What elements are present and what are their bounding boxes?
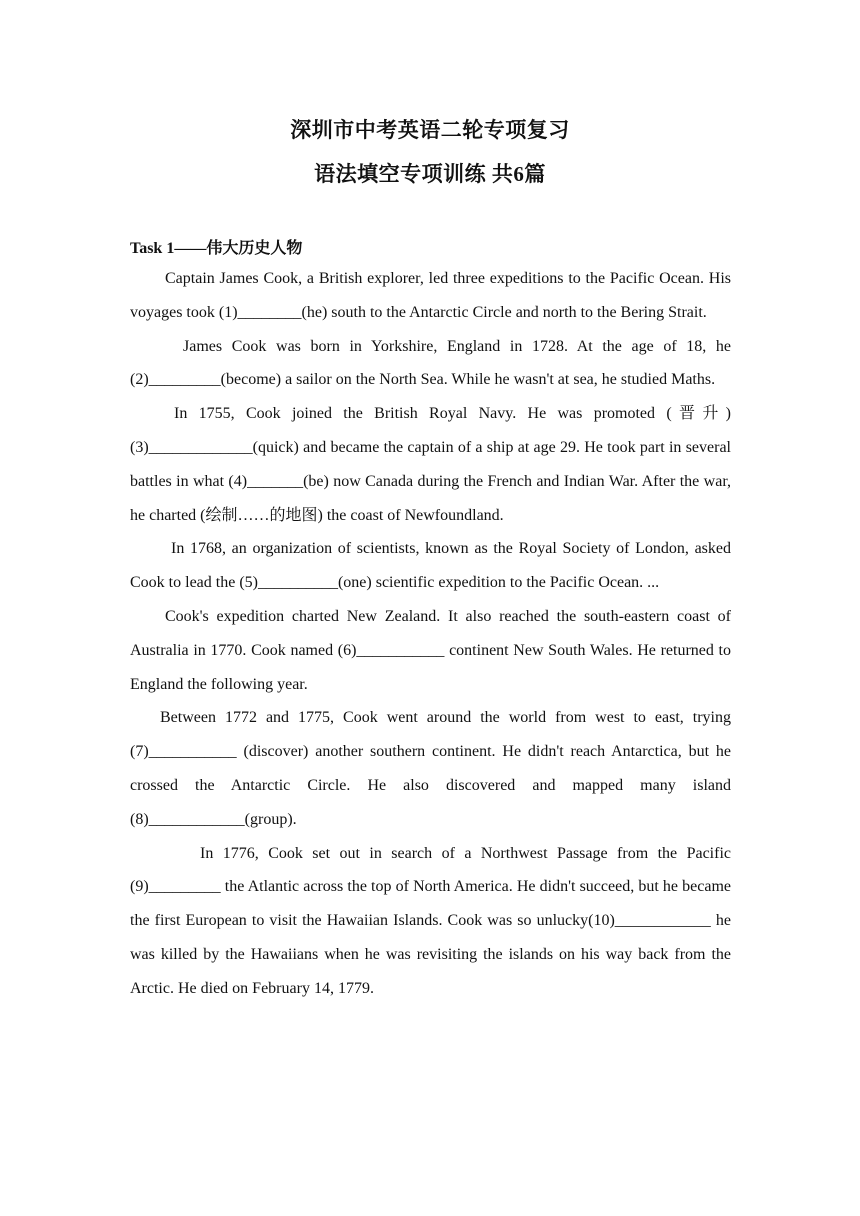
page-title: 深圳市中考英语二轮专项复习	[290, 118, 570, 142]
paragraph: In 1776, Cook set out in search of a Northwest Passage from the Pacific (9)_________ the Atlantic across the top of North America. He didn't succeed, but he became the first European to visit the Hawaiian Islands. Cook was so unlucky(10)____________ he was killed by the Hawaiians when he was revisiting the islands on his way back from the Arctic. He died on February 14, 1779.	[130, 844, 731, 997]
paragraph: Between 1772 and 1775, Cook went around the world from west to east, trying (7)___________ (discover) another southern continent. He didn't reach Antarctica, but he crossed the Antarctic Circle. He also discovered and mapped many island (8)____________(group).	[130, 709, 731, 828]
paragraph: In 1768, an organization of scientists, known as the Royal Society of London, asked Cook to lead the (5)__________(one) scientific expedition to the Pacific Ocean. ...	[130, 540, 731, 592]
paragraph: Cook's expedition charted New Zealand. It also reached the south-eastern coast of Australia in 1770. Cook named (6)___________ continent New South Wales. He returned to England the following year.	[130, 607, 731, 693]
task-heading: Task 1——伟大历史人物	[130, 240, 303, 257]
paragraph: James Cook was born in Yorkshire, England in 1728. At the age of 18, he (2)_________(become) a sailor on the North Sea. While he wasn't at sea, he studied Maths.	[130, 337, 731, 389]
paragraph: In 1755, Cook joined the British Royal Navy. He was promoted (晋升) (3)_____________(quick) and became the captain of a ship at age 29. He took part in several battles in what (4)_______(be) now Canada during the French and Indian War. After the war, he charted (绘制……的地图) the coast of Newfoundland.	[130, 405, 731, 524]
page-subtitle: 语法填空专项训练 共6篇	[314, 162, 546, 186]
paragraph: Captain James Cook, a British explorer, led three expeditions to the Pacific Ocean. His voyages took (1)________(he) south to the Antarctic Circle and north to the Bering Strait.	[130, 270, 731, 321]
passage	[130, 262, 731, 1006]
